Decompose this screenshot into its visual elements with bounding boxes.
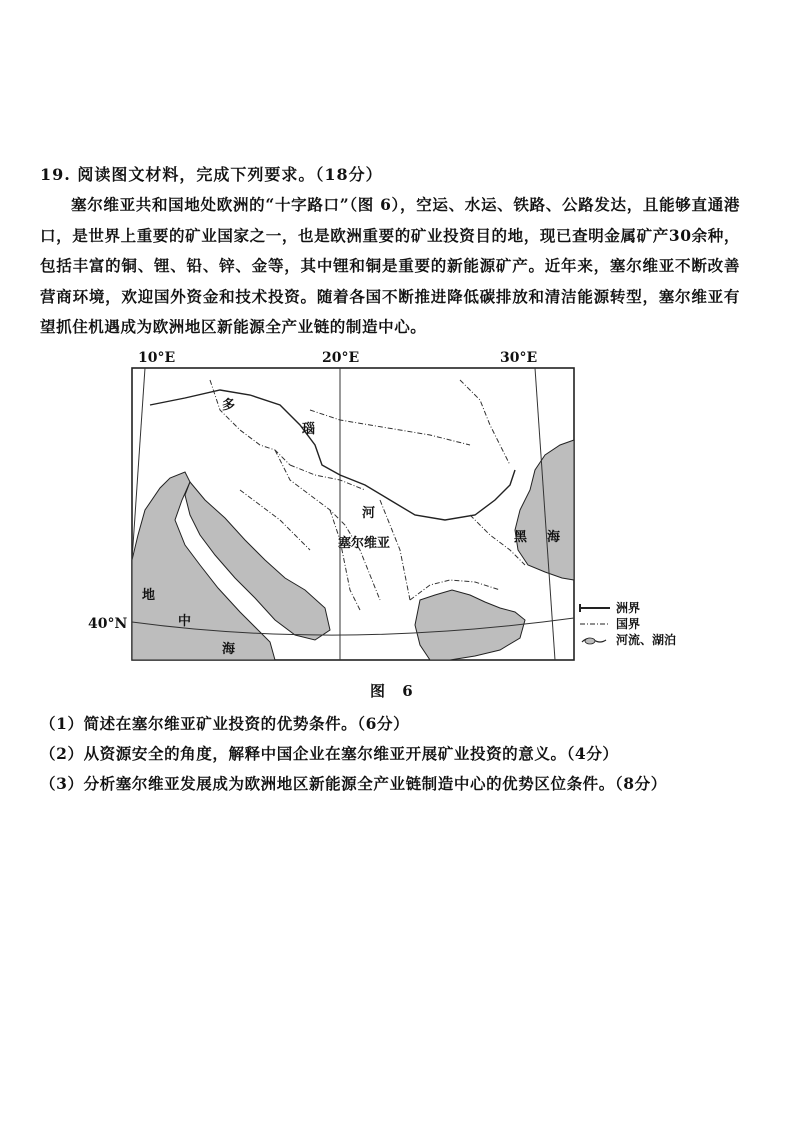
continent-border-symbol [578, 603, 612, 613]
med-label-3: 海 [222, 642, 236, 657]
material-text: 塞尔维亚共和国地处欧洲的“十字路口”（图 6），空运、水运、铁路、公路发达，且能够直通港口，是世界上重要的矿业国家之一，也是欧洲重要的矿业投资目的地，现已查明金属矿产30余种，包括丰富的铜、锂、铅、锌、金等，其中锂和铜是重要的新能源矿产。近年来，塞尔维亚不断改善营商环境，欢迎国外资金和技术投资。随着各国不断推进降低碳排放和清洁能源转型，塞尔维亚有望抓住机遇成为欧洲地区新能源全产业链的制造中心。 [40, 195, 740, 336]
sub-question-2: （2）从资源安全的角度，解释中国企业在塞尔维亚开展矿业投资的意义。（4分） [40, 744, 619, 763]
question-title: 19. 阅读图文材料，完成下列要求。（18分） [40, 165, 383, 184]
serbia-label: 塞尔维亚 [338, 536, 391, 551]
river-lake-symbol [578, 634, 612, 646]
legend-river-lake-label: 河流、湖泊 [616, 633, 677, 647]
lat-40n-label: 40°N [88, 616, 128, 632]
map-legend [578, 600, 676, 648]
med-label-2: 中 [178, 614, 192, 629]
danube-label-2: 瑙 [302, 422, 316, 437]
med-label-1: 地 [142, 588, 156, 603]
sub-question-1: （1）简述在塞尔维亚矿业投资的优势条件。（6分） [40, 714, 410, 733]
legend-continent-border-label: 洲界 [616, 601, 641, 615]
legend-national-border [578, 616, 676, 632]
danube-label-3: 河 [362, 506, 376, 521]
black-sea-label-1: 黑 [514, 530, 528, 545]
lon-10e-label: 10°E [138, 350, 176, 366]
black-sea-label-2: 海 [547, 530, 561, 545]
lon-30e-label: 30°E [500, 350, 538, 366]
legend-river-lake [578, 632, 676, 648]
sub-question-3: （3）分析塞尔维亚发展成为欧洲地区新能源全产业链制造中心的优势区位条件。（8分） [40, 774, 667, 793]
material-paragraph [40, 190, 740, 343]
figure-caption: 图 6 [370, 682, 419, 700]
legend-continent-border [578, 600, 676, 616]
legend-national-border-label: 国界 [616, 617, 641, 631]
danube-label-1: 多 [222, 398, 236, 413]
lon-20e-label: 20°E [322, 350, 360, 366]
national-border-symbol [578, 619, 612, 629]
